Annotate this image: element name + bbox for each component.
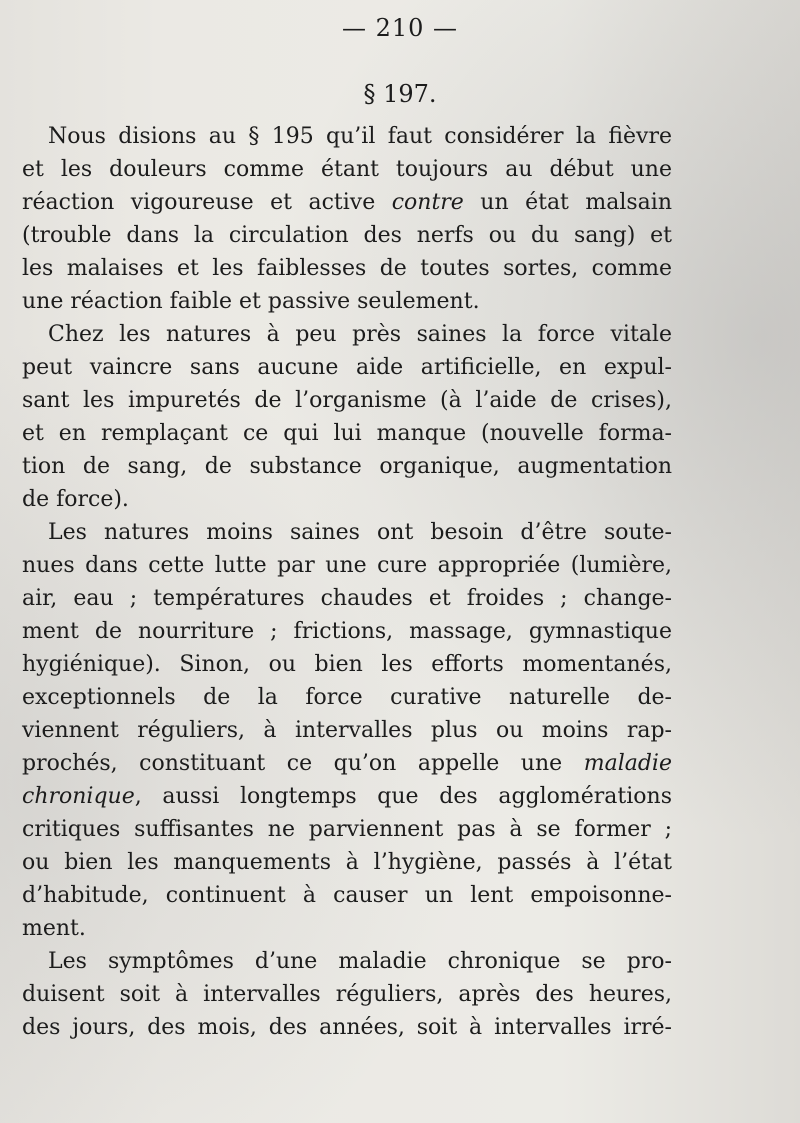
text-line: une réaction faible et passive seulement. (22, 289, 480, 314)
italic-text: maladie (583, 751, 672, 776)
text-line: ou bien les manquements à l’hygiène, passés à l’état (22, 850, 672, 875)
text-line: exceptionnels de la force curative naturelle de- (22, 685, 672, 710)
text-line: de force). (22, 487, 129, 512)
text-line: nues dans cette lutte par une cure appropriée (lumière, (22, 553, 672, 578)
italic-text: chronique (22, 784, 135, 809)
text-line: sant les impuretés de l’organisme (à l’aide de crises), (22, 388, 672, 413)
text-line: tion de sang, de substance organique, augmentation (22, 454, 672, 479)
text-line: des jours, des mois, des années, soit à intervalles irré- (22, 1015, 672, 1040)
paragraph (22, 945, 672, 1044)
text-line: (trouble dans la circulation des nerfs ou du sang) et (22, 223, 672, 248)
text-line: et en remplaçant ce qui lui manque (nouvelle forma- (22, 421, 672, 446)
text-line: peut vaincre sans aucune aide artificielle, en expul- (22, 355, 672, 380)
paragraph (22, 516, 672, 945)
text-line (22, 780, 672, 813)
text-line: Chez les natures à peu près saines la force vitale (48, 322, 672, 347)
text-run: un état malsain (463, 190, 672, 215)
text-line: et les douleurs comme étant toujours au début une (22, 157, 672, 182)
text-line: duisent soit à intervalles réguliers, après des heures, (22, 982, 672, 1007)
text-line: ment de nourriture ; frictions, massage, gymnastique (22, 619, 672, 644)
text-line: ment. (22, 916, 86, 941)
text-line: viennent réguliers, à intervalles plus ou moins rap- (22, 718, 672, 743)
italic-text: contre (391, 190, 464, 215)
body-text (22, 120, 672, 1044)
text-run: réaction vigoureuse et active (22, 190, 392, 215)
paragraph (22, 318, 672, 516)
text-line: Les symptômes d’une maladie chronique se pro- (48, 949, 672, 974)
page-number: — 210 — (341, 14, 459, 42)
text-line: critiques suffisantes ne parviennent pas à se former ; (22, 817, 672, 842)
text-run: , aussi longtemps que des agglomérations (134, 784, 672, 809)
section-heading: § 197. (363, 80, 437, 108)
paragraph (22, 120, 672, 318)
text-line: hygiénique). Sinon, ou bien les efforts momentanés, (22, 652, 672, 677)
text-line: air, eau ; températures chaudes et froides ; change- (22, 586, 672, 611)
text-line: les malaises et les faiblesses de toutes sortes, comme (22, 256, 672, 281)
text-run: prochés, constituant ce qu’on appelle une (22, 751, 584, 776)
text-line (22, 186, 672, 219)
text-line: Les natures moins saines ont besoin d’être soute- (48, 520, 672, 545)
text-line (22, 747, 672, 780)
text-line: d’habitude, continuent à causer un lent empoisonne- (22, 883, 672, 908)
text-line: Nous disions au § 195 qu’il faut considérer la fièvre (48, 124, 672, 149)
